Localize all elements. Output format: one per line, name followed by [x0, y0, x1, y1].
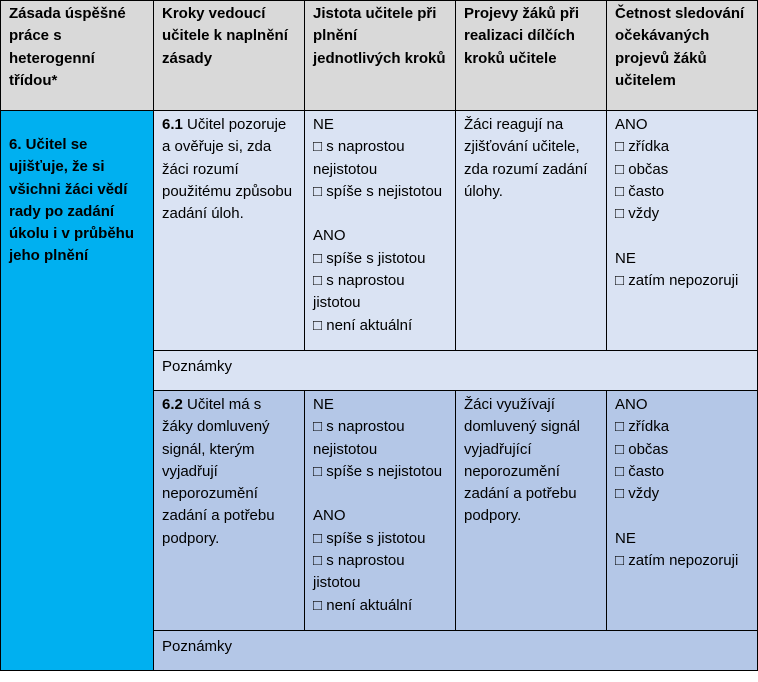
step-text: Učitel má s žáky domluvený signál, kterým vyjadřují neporozumění zadání a potřebu podpory. [162, 396, 275, 547]
option-rather-uncertainty[interactable]: □ spíše s nejistotou [313, 462, 443, 480]
pupils-cell: Žáci reagují na zjišťování učitele, zda rozumí zadání úlohy. [456, 111, 607, 351]
option-not-relevant[interactable]: □ není aktuální [313, 316, 413, 334]
frequency-yes-label: ANO [615, 396, 648, 413]
option-sometimes[interactable]: □ občas [615, 160, 669, 178]
header-steps: Kroky vedoucí učitele k naplnění zásady [154, 1, 305, 111]
spacer [615, 225, 749, 247]
option-absolute-certainty[interactable]: □ s naprostou jistotou [313, 272, 405, 312]
step-number: 6.1 [162, 116, 183, 133]
notes-field[interactable]: Poznámky [154, 351, 758, 391]
option-absolute-uncertainty[interactable]: □ s naprostou nejistotou [313, 138, 405, 178]
option-rather-certainty[interactable]: □ spíše s jistotou [313, 529, 426, 547]
step-cell [154, 391, 305, 631]
principle-cell: 6. Učitel se ujišťuje, že si všichni žáci vědí rady po zadání úkolu i v průběhu jeho plnění [1, 111, 154, 671]
header-certainty: Jistota učitele při plnění jednotlivých kroků [305, 1, 456, 111]
header-pupils: Projevy žáků při realizaci dílčích kroků učitele [456, 1, 607, 111]
certainty-cell [305, 391, 456, 631]
certainty-no-label: NE [313, 116, 334, 133]
spacer [313, 203, 447, 225]
option-rarely[interactable]: □ zřídka [615, 138, 670, 156]
header-frequency: Četnost sledování očekávaných projevů žáků učitelem [607, 1, 758, 111]
option-not-observed-yet[interactable]: □ zatím nepozoruji [615, 272, 739, 290]
pupils-cell: Žáci využívají domluvený signál vyjadřující neporozumění zadání a potřebu podpory. [456, 391, 607, 631]
option-not-observed-yet[interactable]: □ zatím nepozoruji [615, 552, 739, 570]
step-cell [154, 111, 305, 351]
option-always[interactable]: □ vždy [615, 205, 660, 223]
step-number: 6.2 [162, 396, 183, 413]
option-often[interactable]: □ často [615, 462, 665, 480]
option-often[interactable]: □ často [615, 182, 665, 200]
step-text: Učitel pozoruje a ověřuje si, zda žáci rozumí použitému způsobu zadání úloh. [162, 116, 293, 223]
option-always[interactable]: □ vždy [615, 485, 660, 503]
header-principle: Zásada úspěšné práce s heterogenní třídou* [1, 1, 154, 111]
frequency-cell [607, 391, 758, 631]
certainty-yes-label: ANO [313, 507, 346, 525]
certainty-cell [305, 111, 456, 351]
frequency-no-label: NE [615, 249, 636, 267]
spacer [313, 483, 447, 505]
frequency-cell [607, 111, 758, 351]
option-rather-certainty[interactable]: □ spíše s jistotou [313, 249, 426, 267]
option-rather-uncertainty[interactable]: □ spíše s nejistotou [313, 182, 443, 200]
spacer [615, 505, 749, 527]
frequency-no-label: NE [615, 529, 636, 547]
option-absolute-uncertainty[interactable]: □ s naprostou nejistotou [313, 418, 405, 458]
header-row [1, 1, 758, 111]
option-rarely[interactable]: □ zřídka [615, 418, 670, 436]
option-not-relevant[interactable]: □ není aktuální [313, 596, 413, 614]
certainty-yes-label: ANO [313, 227, 346, 245]
table-row [1, 111, 758, 351]
certainty-no-label: NE [313, 396, 334, 413]
notes-field[interactable]: Poznámky [154, 631, 758, 671]
option-sometimes[interactable]: □ občas [615, 440, 669, 458]
option-absolute-certainty[interactable]: □ s naprostou jistotou [313, 552, 405, 592]
frequency-yes-label: ANO [615, 116, 648, 133]
